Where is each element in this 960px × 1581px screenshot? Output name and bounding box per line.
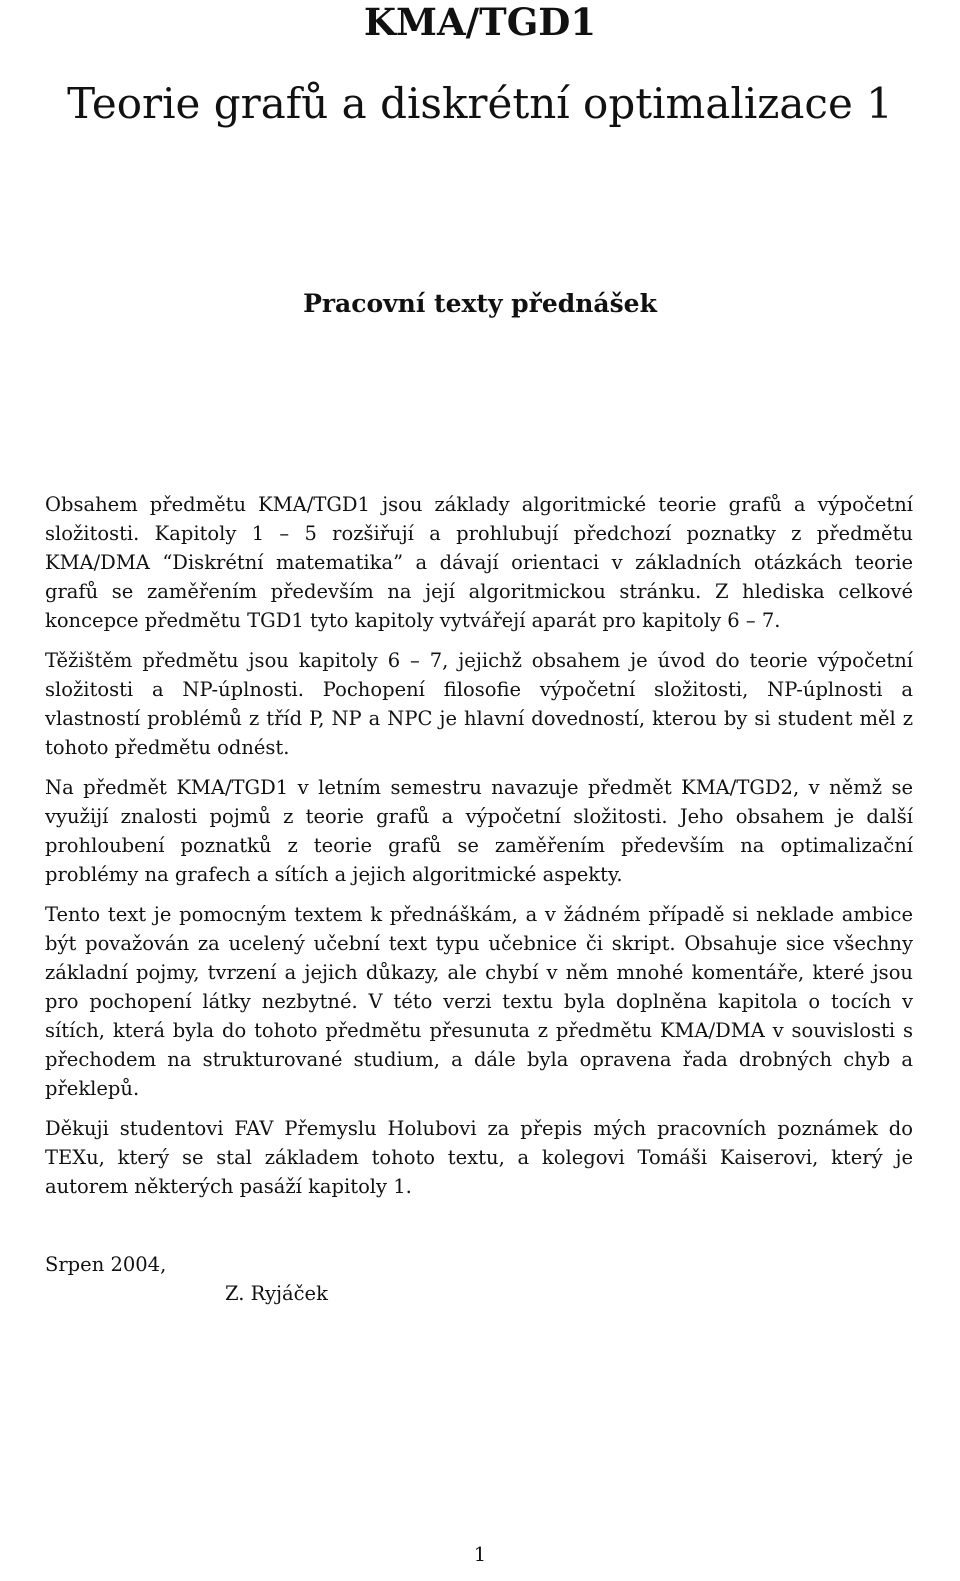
course-code: KMA/TGD1 [363, 0, 597, 44]
paragraph-follow-up-course: Na předmět KMA/TGD1 v letním semestru navazuje předmět KMA/TGD2, v němž se využijí znalosti pojmů z teorie grafů a výpočetní složitosti. Jeho obsahem je další prohloubení poznatků z teorie grafů se zaměřením především na optimalizační problémy na grafech a sítích a jejich algoritmické aspekty. [45, 776, 913, 886]
preface-body [45, 490, 913, 1212]
signature-date: Srpen 2004, [45, 1253, 167, 1276]
document-title: Teorie grafů a diskrétní optimalizace 1 [67, 79, 893, 128]
paragraph-core-chapters: Těžištěm předmětu jsou kapitoly 6 – 7, jejichž obsahem je úvod do teorie výpočetní složitosti a NP-úplnosti. Pochopení filosofie výpočetní složitosti, NP-úplnosti a vlastností problémů z tříd P, NP a NPC je hlavní dovedností, kterou by si student měl z tohoto předmětu odnést. [45, 649, 913, 759]
signature-name: Z. Ryjáček [225, 1282, 328, 1305]
paragraph-course-content: Obsahem předmětu KMA/TGD1 jsou základy algoritmické teorie grafů a výpočetní složitosti. Kapitoly 1 – 5 rozšiřují a prohlubují předchozí poznatky z předmětu KMA/DMA “Diskrétní matematika” a dávají orientaci v základních otázkách teorie grafů se zaměřením především na její algoritmickou stránku. Z hlediska celkové koncepce předmětu TGD1 tyto kapitoly vytvářejí aparát pro kapitoly 6 – 7. [45, 493, 913, 632]
page-number: 1 [473, 1543, 487, 1566]
paragraph-text-purpose: Tento text je pomocným textem k přednáškám, a v žádném případě si neklade ambice být považován za ucelený učební text typu učebnice či skript. Obsahuje sice všechny základní pojmy, tvrzení a jejich důkazy, ale chybí v něm mnohé komentáře, které jsou pro pochopení látky nezbytné. V této verzi textu byla doplněna kapitola o tocích v sítích, která byla do tohoto předmětu přesunuta z předmětu KMA/DMA v souvislosti s přechodem na strukturované studium, a dále byla opravena řada drobných chyb a překlepů. [45, 903, 913, 1100]
paragraph-acknowledgements: Děkuji studentovi FAV Přemyslu Holubovi za přepis mých pracovních poznámek do TEXu, který se stal základem tohoto textu, a kolegovi Tomáši Kaiserovi, který je autorem některých pasáží kapitoly 1. [45, 1117, 913, 1198]
document-subtitle: Pracovní texty přednášek [303, 289, 657, 318]
